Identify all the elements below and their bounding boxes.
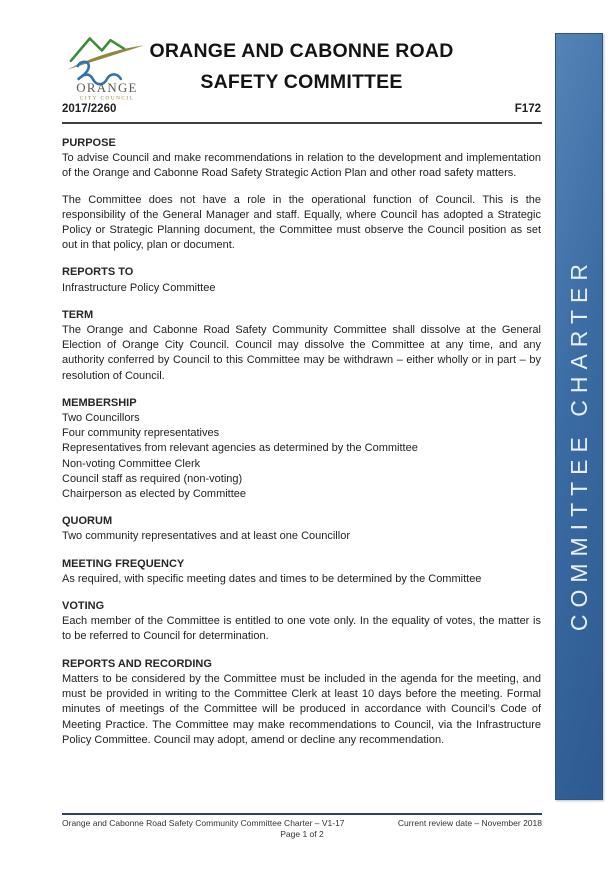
footer-review-date: Current review date – November 2018 xyxy=(397,818,542,828)
paragraph: Infrastructure Policy Committee xyxy=(62,281,216,294)
section xyxy=(62,514,541,544)
title-line-1: ORANGE AND CABONNE ROAD xyxy=(149,40,454,62)
section xyxy=(62,308,541,384)
logo-org-subname: CITY COUNCIL xyxy=(79,95,135,102)
paragraph: The Orange and Cabonne Road Safety Community Committee shall dissolve at the General Election of Orange City Council. Council may dissolve the Committee at any time, and any authority conferred by Council to this Committee may be withdrawn – either wholly or in part – by resolution of Council. xyxy=(62,324,541,382)
section-heading: REPORTS AND RECORDING xyxy=(62,657,212,670)
section-heading: VOTING xyxy=(62,600,105,613)
section xyxy=(62,265,541,295)
committee-charter-banner xyxy=(555,33,603,800)
section-heading: PURPOSE xyxy=(62,137,116,149)
list-line: Four community representatives xyxy=(62,427,220,440)
section xyxy=(62,657,541,748)
paragraph: As required, with specific meeting dates and times to be determined by the Committee xyxy=(62,572,482,585)
section xyxy=(62,599,541,645)
document-sections xyxy=(62,136,541,748)
footer-document-version: Orange and Cabonne Road Safety Community Committee Charter – V1-17 xyxy=(62,818,345,828)
document-title xyxy=(62,36,541,98)
logo-org-name: ORANGE xyxy=(76,80,138,95)
section xyxy=(62,557,541,587)
section-heading: MEMBERSHIP xyxy=(62,396,137,409)
section xyxy=(62,136,541,253)
section xyxy=(62,396,541,502)
page-number: Page 1 of 2 xyxy=(280,829,324,839)
banner-label: COMMITTEE CHARTER xyxy=(565,257,592,632)
paragraph: To advise Council and make recommendations in relation to the development and implementation of the Orange and Cabonne Road Safety Strategic Action Plan and other road safety matters. xyxy=(62,152,541,180)
section-heading: MEETING FREQUENCY xyxy=(62,557,185,570)
paragraph: Two community representatives and at least one Councillor xyxy=(62,530,350,543)
list-line: Two Councillors xyxy=(62,412,140,425)
file-number: F172 xyxy=(514,103,541,115)
list-line: Representatives from relevant agencies as determined by the Committee xyxy=(62,442,418,455)
footer-row xyxy=(62,818,542,828)
title-line-2: SAFETY COMMITTEE xyxy=(200,71,403,93)
section-heading: REPORTS TO xyxy=(62,266,134,279)
paragraph: Matters to be considered by the Committee must be included in the agenda for the meeting, and must be provided in writing to the Committee Clerk at least 10 days before the meeting. Formal minutes of meetings of the Committee will be produced in accordance with Council’s Code of Meeting Practice. The Committee may make recommendations to Council, via the Infrastructure Policy Committee. Council may adopt, amend or decline any recommendation. xyxy=(62,672,541,746)
section-heading: QUORUM xyxy=(62,515,113,528)
list-line: Council staff as required (non-voting) xyxy=(62,472,243,485)
section-heading: TERM xyxy=(62,308,94,321)
document-reference-number: 2017/2260 xyxy=(62,103,117,115)
list-line: Chairperson as elected by Committee xyxy=(62,488,247,501)
paragraph: The Committee does not have a role in the operational function of Council. This is the responsibility of the General Manager and staff. Equally, where Council has adopted a Strategic Policy or Strategic Planning document, the Committee must observe the Council position as set out in that policy, plan or document. xyxy=(62,193,541,252)
paragraph: Each member of the Committee is entitled to one vote only. In the equality of votes, the matter is to be referred to Council for determination. xyxy=(62,615,541,643)
header-rule xyxy=(62,122,542,124)
list-line: Non-voting Committee Clerk xyxy=(62,457,201,470)
page-footer xyxy=(62,813,542,839)
reference-row xyxy=(62,103,541,115)
footer-rule xyxy=(62,813,542,815)
